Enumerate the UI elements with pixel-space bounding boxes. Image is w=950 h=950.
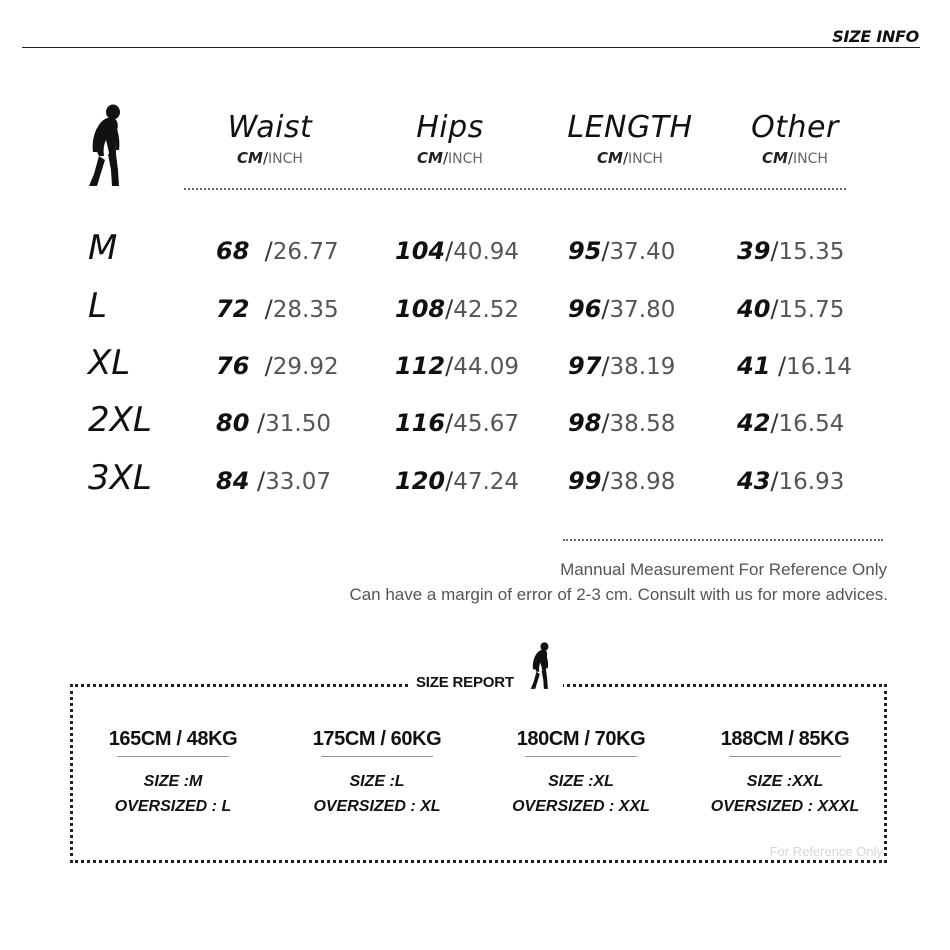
margin-note: Can have a margin of error of 2-3 cm. Consult with us for more advices. — [349, 585, 888, 604]
height-weight: 175CM / 60KG — [312, 728, 442, 750]
cell-length: 95/37.40 — [568, 237, 676, 265]
cell-waist: 76 /29.92 — [216, 352, 339, 380]
walking-person-icon — [529, 641, 553, 691]
recommended-size: SIZE :M — [143, 773, 203, 790]
height-weight: 180CM / 70KG — [516, 728, 646, 750]
report-item — [78, 726, 268, 819]
height-weight: 188CM / 85KG — [720, 728, 850, 750]
size-label-xl: XL — [88, 343, 131, 383]
column-name: Other — [751, 110, 839, 145]
column-name: Waist — [227, 110, 313, 145]
cell-hips: 104/40.94 — [395, 237, 520, 265]
oversized-size: OVERSIZED : XL — [313, 798, 441, 815]
report-underline — [321, 756, 433, 757]
column-name: LENGTH — [567, 110, 693, 145]
walking-person-icon — [86, 104, 128, 188]
header-divider — [22, 47, 920, 48]
recommended-size: SIZE :XXL — [746, 773, 824, 790]
reference-footnote: For Reference Only — [769, 844, 883, 859]
oversized-size: OVERSIZED : L — [114, 798, 232, 815]
size-label-2xl: 2XL — [88, 400, 152, 440]
report-underline — [729, 756, 841, 757]
column-name: Hips — [416, 110, 484, 145]
cell-waist: 80 /31.50 — [216, 409, 331, 437]
cell-hips: 120/47.24 — [395, 467, 520, 495]
cell-other: 40/15.75 — [737, 295, 845, 323]
column-unit: CM/INCH — [417, 149, 483, 167]
cell-other: 39/15.35 — [737, 237, 845, 265]
cell-length: 98/38.58 — [568, 409, 676, 437]
column-unit: CM/INCH — [597, 149, 663, 167]
report-item — [690, 726, 880, 819]
cell-other: 43/16.93 — [737, 467, 845, 495]
cell-other: 42/16.54 — [737, 409, 845, 437]
height-weight: 165CM / 48KG — [108, 728, 238, 750]
cell-length: 99/38.98 — [568, 467, 676, 495]
dotted-divider — [184, 188, 846, 190]
column-header-other — [710, 110, 880, 169]
recommended-size: SIZE :XL — [548, 773, 614, 790]
size-label-m: M — [88, 228, 118, 268]
size-label-3xl: 3XL — [88, 458, 152, 498]
cell-other: 41 /16.14 — [737, 352, 852, 380]
column-unit: CM/INCH — [237, 149, 303, 167]
cell-hips: 116/45.67 — [395, 409, 520, 437]
cell-length: 97/38.19 — [568, 352, 676, 380]
column-header-hips — [365, 110, 535, 169]
recommended-size: SIZE :L — [349, 773, 405, 790]
cell-hips: 112/44.09 — [395, 352, 520, 380]
page-title: SIZE INFO — [832, 27, 919, 46]
column-unit: CM/INCH — [762, 149, 828, 167]
column-header-length — [545, 110, 715, 169]
report-item — [486, 726, 676, 819]
cell-waist: 72 /28.35 — [216, 295, 339, 323]
dotted-divider — [563, 539, 883, 541]
report-underline — [117, 756, 229, 757]
report-item — [282, 726, 472, 819]
report-underline — [525, 756, 637, 757]
size-label-l: L — [88, 286, 107, 326]
cell-waist: 68 /26.77 — [216, 237, 339, 265]
cell-hips: 108/42.52 — [395, 295, 520, 323]
column-header-waist — [185, 110, 355, 169]
oversized-size: OVERSIZED : XXXL — [710, 798, 860, 815]
measurement-note: Mannual Measurement For Reference Only — [560, 560, 887, 579]
cell-length: 96/37.80 — [568, 295, 676, 323]
oversized-size: OVERSIZED : XXL — [512, 798, 650, 815]
report-title: SIZE REPORT — [416, 674, 514, 691]
cell-waist: 84 /33.07 — [216, 467, 331, 495]
